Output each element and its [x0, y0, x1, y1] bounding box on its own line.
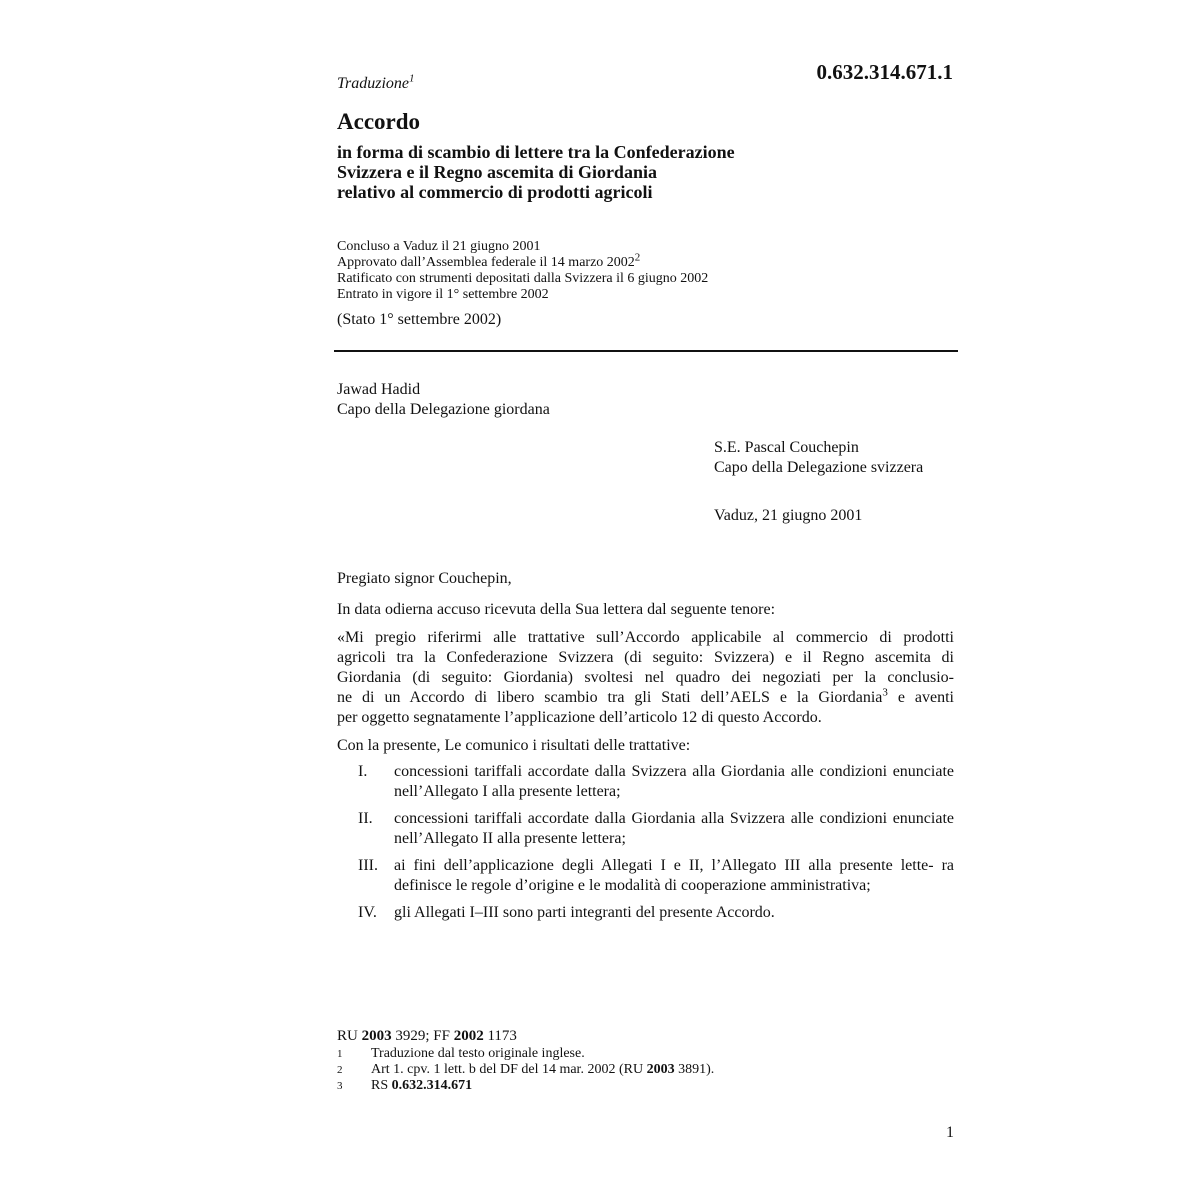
list-item: II. concessioni tariffali accordate dalla Giordania alla Svizzera alle condizioni enunciate nell’Allegato II alla presente lettera;	[358, 810, 954, 847]
page-number: 1	[946, 1124, 954, 1141]
translation-label: Traduzione$^1$	[337, 72, 415, 92]
header-divider	[334, 350, 958, 352]
list-item: IV. gli Allegati I–III sono parti integranti del presente Accordo.	[358, 904, 775, 921]
letter-body	[337, 569, 954, 930]
footnote-1: 1 Traduzione dal testo originale inglese.	[337, 1046, 585, 1061]
quoted-paragraph: «Mi pregio riferirmi alle trattative sull’Accordo applicabile al commercio di prodotti agricoli tra la Confederazione Svizzera (di seguito: Svizzera) e il Regno ascemita di Giordania (di seguito: Giordania) svoltesi nel quadro dei negoziati per la conclusio- ne di un Accordo di libero scambio tra gli Stati dell’AELS e la Giordania$^3$ e aventi per oggetto segnatamente l’applicazione dell’articolo 12 di questo Accordo.	[337, 629, 954, 726]
footnote-3: 3 RS 0.632.314.671	[337, 1078, 473, 1093]
document-subtitle: in forma di scambio di lettere tra la Confederazione Svizzera e il Regno ascemita di Giordania relativo al commercio di prodotti agricoli	[337, 142, 735, 202]
sender-block	[337, 380, 550, 420]
list-item: III. ai fini dell’applicazione degli Allegati I e II, l’Allegato III alla presente lette- ra definisce le regole d’origine e le modalità di cooperazione amministrativa;	[358, 857, 954, 894]
sender-name: Jawad Hadid	[337, 381, 421, 398]
intro-paragraph: In data odierna accuso ricevuta della Sua lettera dal seguente tenore:	[337, 601, 776, 618]
status-date: (Stato 1° settembre 2002)	[337, 311, 502, 328]
footnote-ref-1[interactable]: 1	[409, 72, 415, 85]
results-list	[337, 762, 954, 923]
footnote-ref-2[interactable]: 2	[634, 251, 641, 264]
sender-role: Capo della Delegazione giordana	[337, 401, 550, 418]
footnotes	[337, 1028, 714, 1094]
list-item: I. concessioni tariffali accordate dalla Svizzera alla Giordania alle condizioni enunciate nell’Allegato I alla presente lettera;	[358, 763, 954, 800]
recipient-role: Capo della Delegazione svizzera	[714, 459, 924, 476]
official-collection-reference: RU 2003 3929; FF 2002 1173	[337, 1028, 517, 1044]
recipient-name: S.E. Pascal Couchepin	[714, 439, 859, 456]
recipient-block	[714, 438, 923, 478]
document-title: Accordo	[337, 109, 421, 134]
ratified-line: Ratificato con strumenti depositati dalla Svizzera il 6 giugno 2002	[337, 271, 709, 286]
concluded-line: Concluso a Vaduz il 21 giugno 2001	[337, 239, 541, 254]
salutation: Pregiato signor Couchepin,	[337, 570, 512, 587]
document-number: 0.632.314.671.1	[816, 60, 953, 84]
communication-paragraph: Con la presente, Le comunico i risultati delle trattative:	[337, 737, 691, 754]
place-date: Vaduz, 21 giugno 2001	[714, 507, 863, 524]
approved-line: Approvato dall’Assemblea federale il 14 marzo 2002$^2$	[337, 251, 641, 270]
footnote-ref-3[interactable]: 3	[882, 686, 888, 699]
in-force-line: Entrato in vigore il 1° settembre 2002	[337, 287, 549, 302]
footnote-2: 2 Art 1. cpv. 1 lett. b del DF del 14 mar. 2002 (RU 2003 3891).	[337, 1062, 715, 1077]
enactment-metadata	[337, 239, 708, 303]
